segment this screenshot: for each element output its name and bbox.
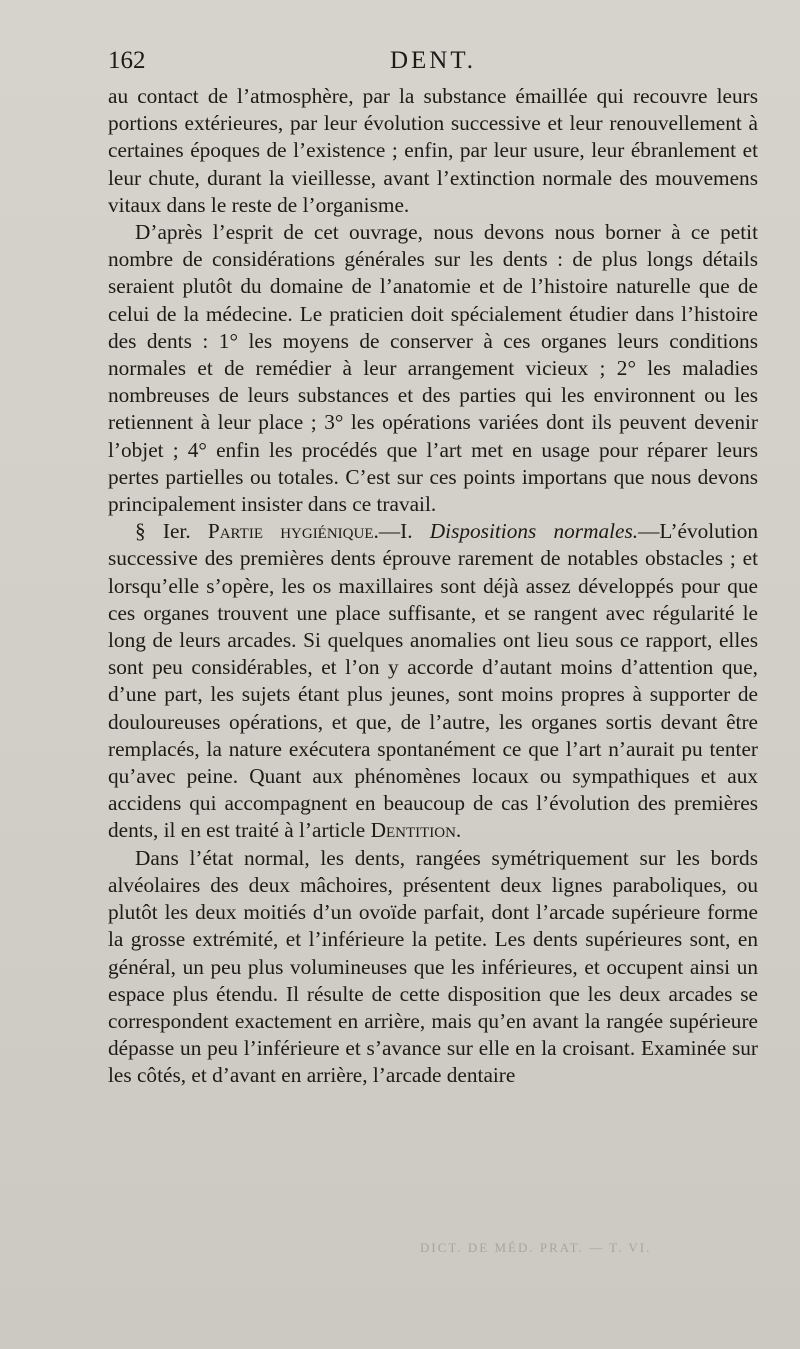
- body-text: [108, 83, 758, 1090]
- page-header: [108, 47, 758, 81]
- section-heading: Partie hygiénique.: [207, 519, 379, 544]
- subsection-number: —I.: [378, 519, 413, 544]
- paragraph-3-text: —L’évolution successive des premières dents éprouve rarement de notables obstacles ; et lorsqu’elle s’opère, les os maxillaires sont déjà assez développés pour que ces organes trouvent une place suffisante, et se rangent avec régularité le long de leurs arcades. Si quelques anomalies ont lieu sous ce rapport, elles sont peu considérables, et l’on y accorde d’autant moins d’attention que, d’une part, les sujets étant plus jeunes, sont moins propres à supporter de douloureuses opérations, et que, de l’autre, les organes sortis devant être remplacés, la nature exécutera spontanément ce que l’art n’aurait pu tenter qu’avec peine. Quant aux phénomènes locaux ou sympathiques et aux accidens qui accompagnent en beaucoup de cas l’évolution des premières dents, il en est traité à l’article: [108, 519, 758, 843]
- paragraph-3: [108, 518, 758, 844]
- subsection-heading: Dispositions normales.: [429, 519, 639, 544]
- footer-signature: DICT. DE MÉD. PRAT. — T. VI.: [420, 1240, 652, 1255]
- running-title: DENT.: [389, 47, 477, 74]
- page-number: 162: [108, 47, 146, 74]
- paragraph-1: au contact de l’atmosphère, par la substance émaillée qui recouvre leurs portions extérieures, par leur évolution successive et leur renouvellement à certaines époques de l’existence ; enfin, par leur usure, leur ébranlement et leur chute, durant la vieillesse, avant l’extinction normale des mouvemens vitaux dans le reste de l’organisme.: [108, 84, 758, 217]
- paragraph-4: Dans l’état normal, les dents, rangées symétriquement sur les bords alvéolaires des deux mâchoires, présentent deux lignes paraboliques, ou plutôt les deux moitiés d’un ovoïde parfait, dont l’arcade supérieure forme la grosse extrémité, et l’inférieure la petite. Les dents supérieures sont, en général, un peu plus volumineuses que les inférieures, et occupent ainsi un espace plus étendu. Il résulte de cette disposition que les deux arcades se correspondent exactement en arrière, mais qu’en avant la rangée supérieure dépasse un peu l’inférieure et s’avance sur elle en la croisant. Examinée sur les côtés, et d’avant en arrière, l’arcade dentaire: [108, 845, 758, 1088]
- section-mark: § Ier.: [135, 519, 191, 544]
- cross-reference: Dentition.: [370, 818, 462, 843]
- paragraph-2: D’après l’esprit de cet ouvrage, nous devons nous borner à ce petit nombre de considérations générales sur les dents : de plus longs détails seraient plutôt du domaine de l’anatomie et de l’histoire naturelle que de celui de la médecine. Le praticien doit spécialement étudier dans l’histoire des dents : 1° les moyens de conserver à ces organes leurs conditions normales et de remédier à leur arrangement vicieux ; 2° les maladies nombreuses de leurs substances et des parties qui les environnent ou les retiennent à leur place ; 3° les opérations variées dont ils peuvent devenir l’objet ; 4° enfin les procédés que l’art met en usage pour réparer leurs pertes partielles ou totales. C’est sur ces points importans que nous devons principalement insister dans ce travail.: [108, 220, 758, 517]
